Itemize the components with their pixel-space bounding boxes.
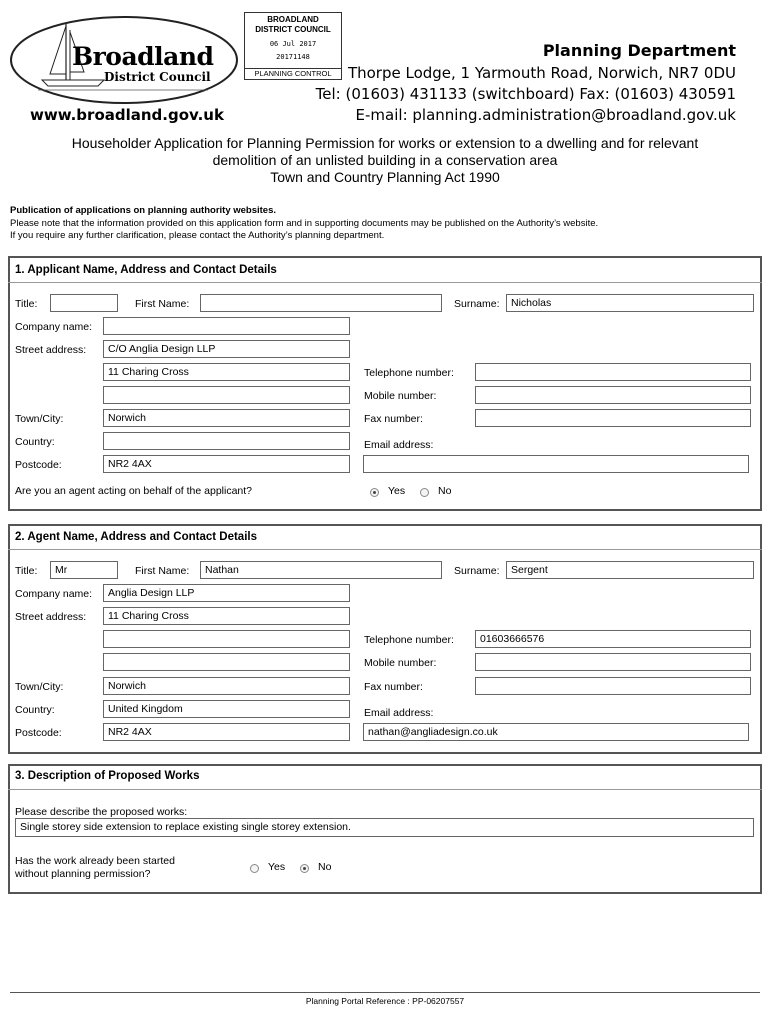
- applicant-town-field[interactable]: Norwich: [103, 409, 350, 427]
- publication-note-1: Please note that the information provided on this application form and in supporting documents may be published on the Authority’s website.: [10, 218, 599, 229]
- agent-company-label: Company name:: [15, 588, 93, 600]
- applicant-surname-label: Surname:: [454, 298, 500, 310]
- agent-fax-label: Fax number:: [364, 681, 423, 693]
- agent-street-label: Street address:: [15, 611, 87, 623]
- works-started-question-2: without planning permission?: [15, 868, 151, 880]
- form-title-line1: Householder Application for Planning Permission for works or extension to a dwelling and for relevant: [71, 135, 699, 151]
- department-email[interactable]: E-mail: planning.administration@broadland.gov.uk: [355, 106, 736, 124]
- works-description-field[interactable]: Single storey side extension to replace existing single storey extension.: [15, 818, 754, 837]
- applicant-street1-field[interactable]: C/O Anglia Design LLP: [103, 340, 350, 358]
- section-divider: [8, 789, 762, 790]
- form-title-line3: Town and Country Planning Act 1990: [270, 169, 500, 185]
- agent-street1-field[interactable]: 11 Charing Cross: [103, 607, 350, 625]
- agent-telephone-label: Telephone number:: [364, 634, 454, 646]
- agent-no-radio[interactable]: [420, 488, 429, 497]
- started-yes-radio[interactable]: [250, 864, 259, 873]
- applicant-fax-label: Fax number:: [364, 413, 423, 425]
- stamp-line1: BROADLAND: [267, 15, 319, 24]
- applicant-company-label: Company name:: [15, 321, 93, 333]
- publication-note-2: If you require any further clarification, please contact the Authority’s planning department.: [10, 230, 385, 241]
- applicant-postcode-label: Postcode:: [15, 459, 62, 471]
- agent-title-label: Title:: [15, 565, 38, 577]
- agent-yes-radio[interactable]: [370, 488, 379, 497]
- started-no-radio[interactable]: [300, 864, 309, 873]
- form-title: [0, 135, 770, 186]
- section-divider: [8, 282, 762, 283]
- stamp-date: 06 Jul 2017: [269, 40, 317, 48]
- agent-postcode-field[interactable]: NR2 4AX: [103, 723, 350, 741]
- agent-email-field[interactable]: nathan@angliadesign.co.uk: [363, 723, 749, 741]
- agent-street3-field[interactable]: [103, 653, 350, 671]
- applicant-town-label: Town/City:: [15, 413, 64, 425]
- applicant-country-field[interactable]: [103, 432, 350, 450]
- applicant-email-label: Email address:: [364, 439, 434, 451]
- portal-reference: Planning Portal Reference : PP-06207557: [305, 996, 465, 1006]
- applicant-mobile-field[interactable]: [475, 386, 751, 404]
- section-divider: [8, 549, 762, 550]
- works-heading: 3. Description of Proposed Works: [15, 770, 200, 782]
- agent-question: Are you an agent acting on behalf of the applicant?: [15, 485, 253, 497]
- website-link[interactable]: www.broadland.gov.uk: [30, 106, 224, 124]
- started-yes-label: Yes: [268, 861, 286, 873]
- agent-fax-field[interactable]: [475, 677, 751, 695]
- applicant-country-label: Country:: [15, 436, 55, 448]
- applicant-street-label: Street address:: [15, 344, 87, 356]
- applicant-mobile-label: Mobile number:: [364, 390, 437, 402]
- agent-surname-field[interactable]: Sergent: [506, 561, 754, 579]
- applicant-street3-field[interactable]: [103, 386, 350, 404]
- applicant-postcode-field[interactable]: NR2 4AX: [103, 455, 350, 473]
- works-started-question-1: Has the work already been started: [15, 855, 175, 867]
- agent-street2-field[interactable]: [103, 630, 350, 648]
- works-prompt: Please describe the proposed works:: [15, 806, 188, 818]
- agent-heading: 2. Agent Name, Address and Contact Details: [15, 531, 257, 543]
- department-phone: Tel: (01603) 431133 (switchboard) Fax: (01603) 430591: [315, 85, 736, 103]
- agent-telephone-field[interactable]: 01603666576: [475, 630, 751, 648]
- agent-postcode-label: Postcode:: [15, 727, 62, 739]
- stamp-line2: DISTRICT COUNCIL: [255, 25, 331, 34]
- stamp-footer: PLANNING CONTROL: [245, 68, 341, 79]
- applicant-company-field[interactable]: [103, 317, 350, 335]
- council-logo: [8, 14, 240, 106]
- department-address: Thorpe Lodge, 1 Yarmouth Road, Norwich, NR7 0DU: [347, 64, 736, 82]
- logo-name: Broadland: [72, 42, 214, 71]
- received-stamp: [244, 12, 342, 80]
- form-title-line2: demolition of an unlisted building in a conservation area: [212, 152, 558, 168]
- agent-surname-label: Surname:: [454, 565, 500, 577]
- agent-mobile-field[interactable]: [475, 653, 751, 671]
- applicant-street2-field[interactable]: 11 Charing Cross: [103, 363, 350, 381]
- agent-country-label: Country:: [15, 704, 55, 716]
- agent-first-name-label: First Name:: [135, 565, 190, 577]
- agent-yes-label: Yes: [388, 485, 406, 497]
- agent-first-name-field[interactable]: Nathan: [200, 561, 442, 579]
- agent-no-label: No: [438, 485, 452, 497]
- agent-town-label: Town/City:: [15, 681, 64, 693]
- applicant-fax-field[interactable]: [475, 409, 751, 427]
- agent-country-field[interactable]: United Kingdom: [103, 700, 350, 718]
- agent-town-field[interactable]: Norwich: [103, 677, 350, 695]
- agent-email-label: Email address:: [364, 707, 434, 719]
- applicant-surname-field[interactable]: Nicholas: [506, 294, 754, 312]
- footer-rule: [10, 992, 760, 993]
- applicant-title-field[interactable]: [50, 294, 118, 312]
- applicant-telephone-label: Telephone number:: [364, 367, 454, 379]
- logo-subtitle: District Council: [104, 70, 211, 84]
- started-no-label: No: [318, 861, 332, 873]
- agent-mobile-label: Mobile number:: [364, 657, 437, 669]
- department-name: Planning Department: [542, 41, 736, 60]
- applicant-title-label: Title:: [15, 298, 38, 310]
- agent-company-field[interactable]: Anglia Design LLP: [103, 584, 350, 602]
- agent-title-field[interactable]: Mr: [50, 561, 118, 579]
- applicant-email-field[interactable]: [363, 455, 749, 473]
- applicant-heading: 1. Applicant Name, Address and Contact Details: [15, 264, 277, 276]
- applicant-telephone-field[interactable]: [475, 363, 751, 381]
- applicant-first-name-field[interactable]: [200, 294, 442, 312]
- publication-heading: Publication of applications on planning authority websites.: [10, 205, 277, 216]
- stamp-ref: 20171148: [276, 53, 310, 61]
- applicant-first-name-label: First Name:: [135, 298, 190, 310]
